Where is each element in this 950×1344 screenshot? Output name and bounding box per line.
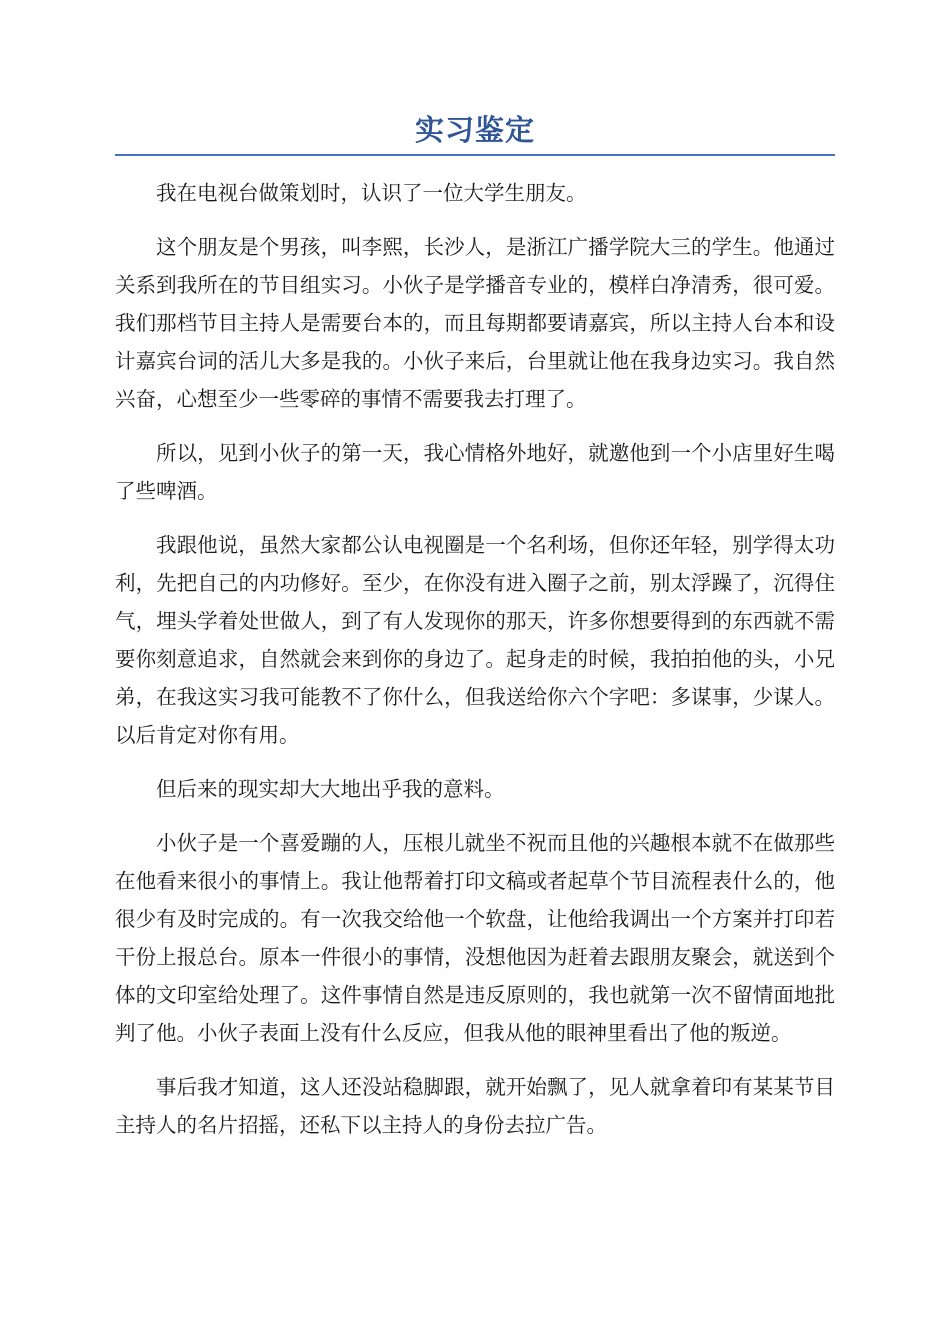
document-title: 实习鉴定 — [414, 113, 535, 147]
paragraph-2: 这个朋友是个男孩，叫李熙，长沙人，是浙江广播学院大三的学生。他通过关系到我所在的节目组实习。小伙子是学播音专业的，模样白净清秀，很可爱。我们那档节目主持人是需要台本的，而且每期都要请嘉宾，所以主持人台本和设计嘉宾台词的活儿大多是我的。小伙子来后，台里就让他在我身边实习。我自然兴奋，心想至少一些零碎的事情不需要我去打理了。 — [115, 235, 835, 411]
paragraph-1: 我在电视台做策划时，认识了一位大学生朋友。 — [156, 181, 587, 205]
title-underline — [115, 154, 835, 156]
paragraph-7: 事后我才知道，这人还没站稳脚跟，就开始飘了，见人就拿着印有某某节目主持人的名片招摇，还私下以主持人的身份去拉广告。 — [115, 1075, 835, 1137]
paragraph-6: 小伙子是一个喜爱蹦的人，压根儿就坐不祝而且他的兴趣根本就不在做那些在他看来很小的事情上。我让他帮着打印文稿或者起草个节目流程表什么的，他很少有及时完成的。有一次我交给他一个软盘，让他给我调出一个方案并打印若干份上报总台。原本一件很小的事情，没想他因为赶着去跟朋友聚会，就送到个体的文印室给处理了。这件事情自然是违反原则的，我也就第一次不留情面地批判了他。小伙子表面上没有什么反应，但我从他的眼神里看出了他的叛逆。 — [115, 831, 835, 1045]
paragraph-5: 但后来的现实却大大地出乎我的意料。 — [156, 777, 505, 801]
paragraph-3: 所以，见到小伙子的第一天，我心情格外地好，就邀他到一个小店里好生喝了些啤酒。 — [115, 441, 835, 503]
paragraph-4: 我跟他说，虽然大家都公认电视圈是一个名利场，但你还年轻，别学得太功利，先把自己的内功修好。至少，在你没有进入圈子之前，别太浮躁了，沉得住气，埋头学着处世做人，到了有人发现你的那天，许多你想要得到的东西就不需要你刻意追求，自然就会来到你的身边了。起身走的时候，我拍拍他的头，小兄弟，在我这实习我可能教不了你什么，但我送给你六个字吧：多谋事，少谋人。以后肯定对你有用。 — [115, 533, 835, 747]
document-page — [115, 108, 835, 1160]
document-body — [115, 174, 835, 1144]
